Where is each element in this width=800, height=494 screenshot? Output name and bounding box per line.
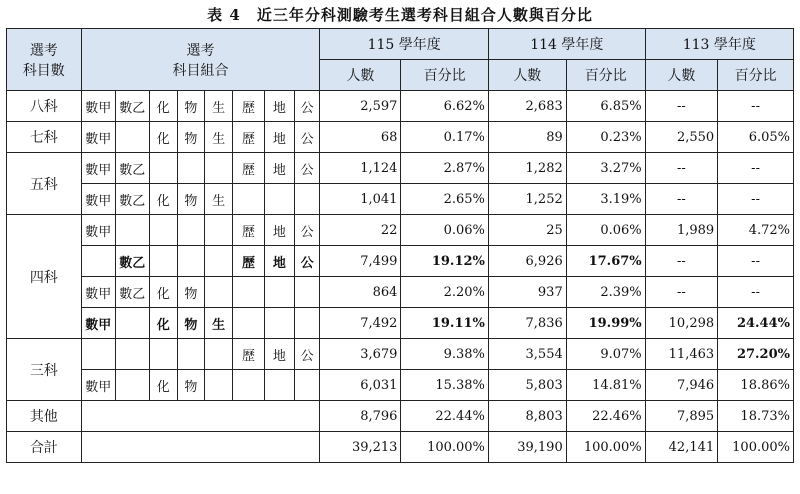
table-cell: 歷 xyxy=(233,153,265,184)
table-cell: 89 xyxy=(488,122,566,153)
table-cell xyxy=(115,370,149,401)
table-cell: 物 xyxy=(177,370,205,401)
table-cell xyxy=(177,339,205,370)
table-cell: 937 xyxy=(488,277,566,308)
table-cell: 9.07% xyxy=(566,339,645,370)
table-cell xyxy=(205,153,233,184)
table-cell: 0.17% xyxy=(401,122,488,153)
table-cell: 4.72% xyxy=(718,215,794,246)
table-cell: 100.00% xyxy=(718,432,794,463)
table-cell: -- xyxy=(718,184,794,215)
header-pct: 百分比 xyxy=(401,60,488,91)
table-cell: 歷 xyxy=(233,91,265,122)
table-cell: 27.20% xyxy=(718,339,794,370)
table-cell xyxy=(233,308,265,339)
header-count: 人數 xyxy=(488,60,566,91)
table-row xyxy=(7,215,794,246)
table-cell xyxy=(294,184,320,215)
table-cell: 1,989 xyxy=(645,215,718,246)
table-cell: 地 xyxy=(265,153,295,184)
table-cell xyxy=(294,308,320,339)
table-cell: 數乙 xyxy=(115,91,149,122)
combination-table xyxy=(6,28,794,463)
table-cell xyxy=(205,277,233,308)
table-cell xyxy=(233,277,265,308)
group-label: 四科 xyxy=(7,215,82,339)
table-cell xyxy=(115,308,149,339)
table-cell: 68 xyxy=(320,122,401,153)
table-cell: 1,041 xyxy=(320,184,401,215)
table-row xyxy=(7,91,794,122)
table-cell: -- xyxy=(718,153,794,184)
table-cell: 歷 xyxy=(233,339,265,370)
header-year-115: 115 學年度 xyxy=(320,29,488,60)
table-cell: 數甲 xyxy=(81,308,115,339)
header-group xyxy=(7,29,82,91)
table-cell: 2,683 xyxy=(488,91,566,122)
table-cell: 數甲 xyxy=(81,277,115,308)
table-cell: 數乙 xyxy=(115,184,149,215)
table-cell: 公 xyxy=(294,215,320,246)
table-cell: 物 xyxy=(177,308,205,339)
table-cell: -- xyxy=(718,277,794,308)
table-cell: 生 xyxy=(205,122,233,153)
table-cell: 化 xyxy=(149,184,177,215)
table-cell: 科目組合 xyxy=(172,62,229,79)
table-cell: 數甲 xyxy=(81,91,115,122)
table-cell: 11,463 xyxy=(645,339,718,370)
table-row xyxy=(7,277,794,308)
table-cell: 17.67% xyxy=(566,246,645,277)
table-cell: 3.27% xyxy=(566,153,645,184)
table-cell: 0.06% xyxy=(401,215,488,246)
table-cell: 7,895 xyxy=(645,401,718,432)
table-cell: 39,190 xyxy=(488,432,566,463)
table-cell: 18.73% xyxy=(718,401,794,432)
table-cell: 物 xyxy=(177,122,205,153)
table-cell: 生 xyxy=(205,91,233,122)
table-cell: 6,926 xyxy=(488,246,566,277)
table-cell: 數甲 xyxy=(81,122,115,153)
table-cell: 42,141 xyxy=(645,432,718,463)
table-cell: 2,550 xyxy=(645,122,718,153)
table-cell: 18.86% xyxy=(718,370,794,401)
table-cell: 19.11% xyxy=(401,308,488,339)
table-cell: 2.20% xyxy=(401,277,488,308)
table-cell: -- xyxy=(645,277,718,308)
table-cell: 22.44% xyxy=(401,401,488,432)
table-cell: 3,679 xyxy=(320,339,401,370)
header-year-114: 114 學年度 xyxy=(488,29,645,60)
table-cell xyxy=(149,339,177,370)
header-combo xyxy=(81,29,320,91)
table-cell xyxy=(205,370,233,401)
table-cell: 19.12% xyxy=(401,246,488,277)
table-cell xyxy=(233,370,265,401)
table-cell xyxy=(177,246,205,277)
table-cell: 歷 xyxy=(233,122,265,153)
table-cell: 選考 xyxy=(29,42,58,59)
table-cell: 化 xyxy=(149,277,177,308)
table-cell: 1,252 xyxy=(488,184,566,215)
table-cell: 7,499 xyxy=(320,246,401,277)
table-cell: 生 xyxy=(205,308,233,339)
table-cell: 地 xyxy=(265,215,295,246)
table-cell: -- xyxy=(645,184,718,215)
table-cell: 地 xyxy=(265,339,295,370)
table-cell: 5,803 xyxy=(488,370,566,401)
table-cell: 7,836 xyxy=(488,308,566,339)
table-cell xyxy=(265,370,295,401)
table-cell: 2.87% xyxy=(401,153,488,184)
table-cell xyxy=(81,339,115,370)
header-pct: 百分比 xyxy=(718,60,794,91)
table-cell xyxy=(265,184,295,215)
table-cell: 25 xyxy=(488,215,566,246)
table-cell: 2,597 xyxy=(320,91,401,122)
table-cell: 2.39% xyxy=(566,277,645,308)
table-cell xyxy=(149,153,177,184)
table-cell: 22.46% xyxy=(566,401,645,432)
header-year-113: 113 學年度 xyxy=(645,29,793,60)
table-cell: 公 xyxy=(294,122,320,153)
table-cell: 歷 xyxy=(233,215,265,246)
group-label: 其他 xyxy=(7,401,82,432)
header-pct: 百分比 xyxy=(566,60,645,91)
table-cell: 化 xyxy=(149,122,177,153)
table-cell: 地 xyxy=(265,122,295,153)
table-cell: 物 xyxy=(177,184,205,215)
table-cell xyxy=(115,215,149,246)
table-cell xyxy=(81,432,320,463)
table-cell xyxy=(205,215,233,246)
table-cell xyxy=(115,122,149,153)
table-cell xyxy=(177,215,205,246)
table-cell: 22 xyxy=(320,215,401,246)
table-cell: 100.00% xyxy=(566,432,645,463)
table-cell: 864 xyxy=(320,277,401,308)
group-label: 合計 xyxy=(7,432,82,463)
table-cell: -- xyxy=(645,153,718,184)
table-cell: 1,124 xyxy=(320,153,401,184)
table-cell xyxy=(149,246,177,277)
table-cell xyxy=(81,246,115,277)
table-cell xyxy=(205,246,233,277)
table-cell xyxy=(81,401,320,432)
header-count: 人數 xyxy=(320,60,401,91)
table-cell: 數乙 xyxy=(115,277,149,308)
group-label: 八科 xyxy=(7,91,82,122)
table-row xyxy=(7,308,794,339)
table-cell: 9.38% xyxy=(401,339,488,370)
table-cell: 選考 xyxy=(186,42,215,59)
table-cell xyxy=(294,277,320,308)
table-cell: 2.65% xyxy=(401,184,488,215)
table-cell xyxy=(177,153,205,184)
table-cell: 39,213 xyxy=(320,432,401,463)
table-cell: 6.05% xyxy=(718,122,794,153)
table-cell xyxy=(265,277,295,308)
table-row xyxy=(7,370,794,401)
table-cell: 化 xyxy=(149,91,177,122)
table-cell: 6.62% xyxy=(401,91,488,122)
table-cell: 地 xyxy=(265,91,295,122)
group-label: 七科 xyxy=(7,122,82,153)
header-count: 人數 xyxy=(645,60,718,91)
table-cell: 10,298 xyxy=(645,308,718,339)
table-cell: 24.44% xyxy=(718,308,794,339)
table-cell: 化 xyxy=(149,370,177,401)
table-cell: 0.06% xyxy=(566,215,645,246)
table-cell: 公 xyxy=(294,91,320,122)
table-cell: 8,796 xyxy=(320,401,401,432)
table-row-total xyxy=(7,432,794,463)
table-cell: 物 xyxy=(177,91,205,122)
table-cell: 化 xyxy=(149,308,177,339)
table-cell: 數乙 xyxy=(115,153,149,184)
table-cell: 14.81% xyxy=(566,370,645,401)
table-cell: 6.85% xyxy=(566,91,645,122)
table-cell xyxy=(265,308,295,339)
table-cell xyxy=(115,339,149,370)
table-cell: 科目數 xyxy=(22,62,65,79)
table-cell: 3,554 xyxy=(488,339,566,370)
table-cell: 地 xyxy=(265,246,295,277)
table-cell: 公 xyxy=(294,153,320,184)
table-cell: 15.38% xyxy=(401,370,488,401)
table-cell: -- xyxy=(718,246,794,277)
table-cell: -- xyxy=(645,246,718,277)
table-cell: 1,282 xyxy=(488,153,566,184)
table-cell: -- xyxy=(645,91,718,122)
group-label: 三科 xyxy=(7,339,82,401)
table-cell xyxy=(294,370,320,401)
table-cell: 數甲 xyxy=(81,184,115,215)
table-cell: 3.19% xyxy=(566,184,645,215)
table-cell: 8,803 xyxy=(488,401,566,432)
table-cell: 0.23% xyxy=(566,122,645,153)
table-cell: 公 xyxy=(294,246,320,277)
table-cell xyxy=(233,184,265,215)
table-cell: 歷 xyxy=(233,246,265,277)
table-cell: 公 xyxy=(294,339,320,370)
table-cell: 數甲 xyxy=(81,215,115,246)
table-caption: 表 4 近三年分科測驗考生選考科目組合人數與百分比 xyxy=(207,6,593,24)
table-row xyxy=(7,246,794,277)
table-cell: -- xyxy=(718,91,794,122)
table-row xyxy=(7,401,794,432)
group-label: 五科 xyxy=(7,153,82,215)
table-row xyxy=(7,184,794,215)
table-row xyxy=(7,153,794,184)
table-cell: 物 xyxy=(177,277,205,308)
table-cell xyxy=(149,215,177,246)
table-cell: 6,031 xyxy=(320,370,401,401)
table-row xyxy=(7,122,794,153)
table-cell: 100.00% xyxy=(401,432,488,463)
table-row xyxy=(7,339,794,370)
table-cell: 數甲 xyxy=(81,370,115,401)
table-cell: 7,946 xyxy=(645,370,718,401)
table-cell: 19.99% xyxy=(566,308,645,339)
table-cell: 數甲 xyxy=(81,153,115,184)
table-cell: 生 xyxy=(205,184,233,215)
table-cell xyxy=(205,339,233,370)
table-cell: 數乙 xyxy=(115,246,149,277)
table-cell: 7,492 xyxy=(320,308,401,339)
